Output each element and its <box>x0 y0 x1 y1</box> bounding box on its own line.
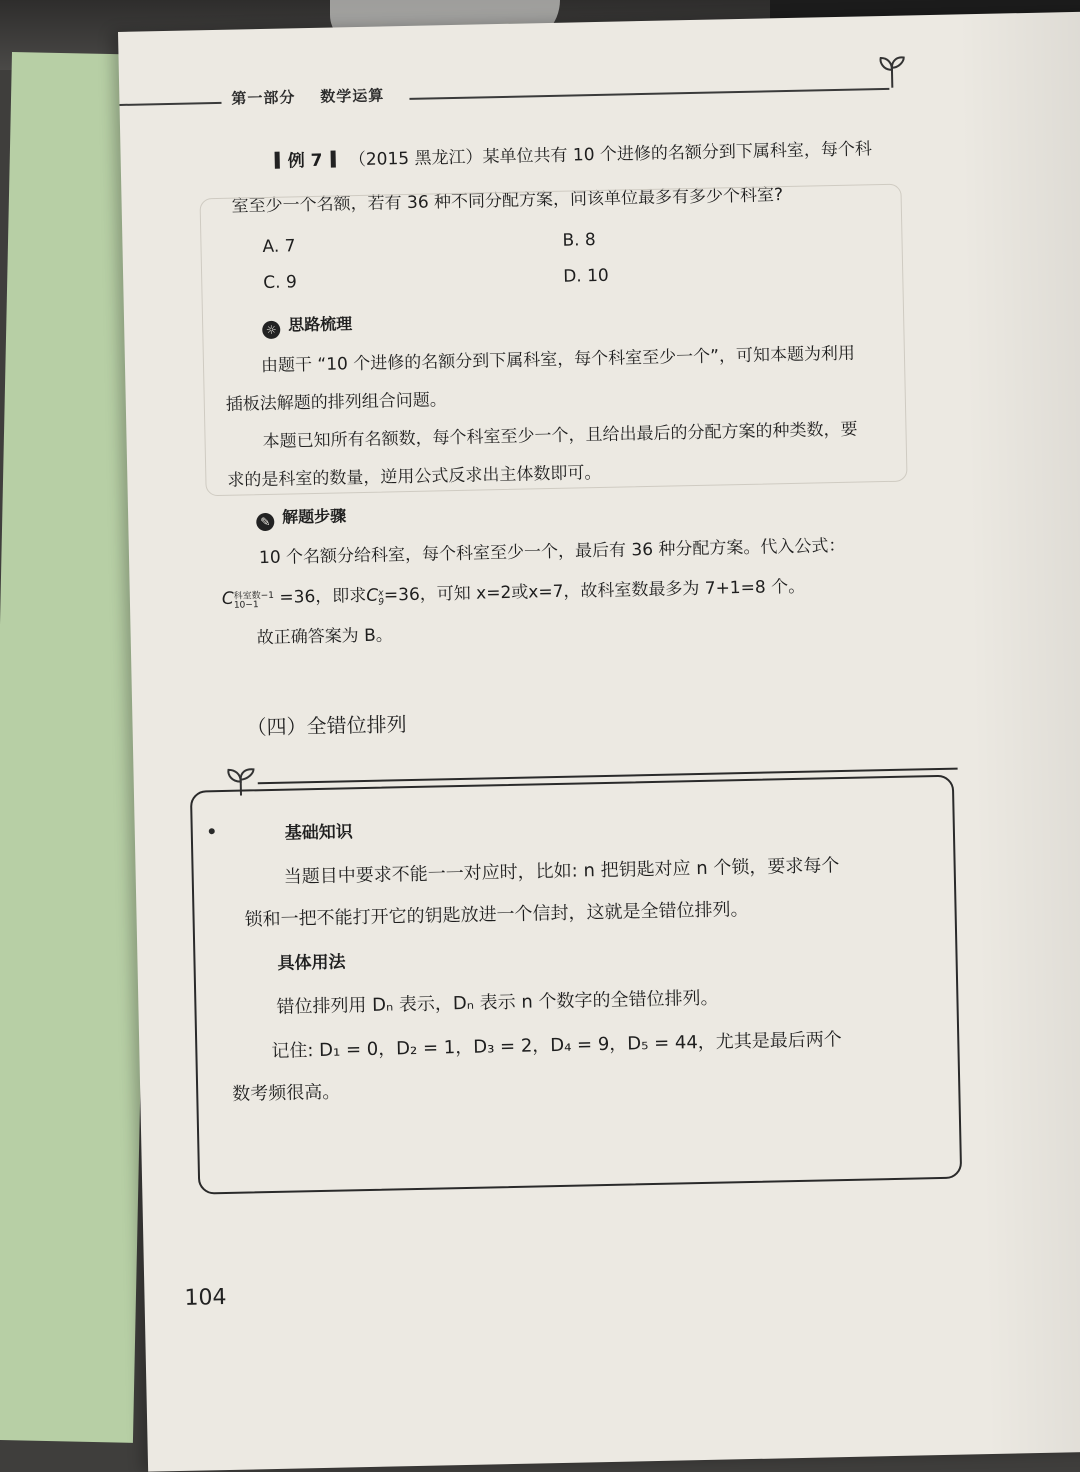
running-header <box>119 73 919 114</box>
combination-formula <box>222 588 280 609</box>
usage-heading: 具体用法 <box>277 952 346 974</box>
option-c: C. 9 <box>263 272 297 294</box>
header-part: 第一部分 <box>231 88 296 108</box>
basic-heading: 基础知识 <box>284 822 354 844</box>
section-title: （四）全错位排列 <box>246 712 407 740</box>
combination-superscript-2: x <box>378 588 384 599</box>
header-title <box>231 84 384 108</box>
label-bar-left <box>275 152 280 169</box>
header-chapter: 数学运算 <box>320 86 385 106</box>
option-b: B. 8 <box>562 230 596 251</box>
combination-symbol-2: C <box>366 585 379 606</box>
usage-line-1: 错位排列用 Dₙ 表示，Dₙ 表示 n 个数字的全错位排列。 <box>276 987 719 1018</box>
lightbulb-icon: ☼ <box>262 321 280 339</box>
book-page <box>118 11 1080 1472</box>
label-bar-right <box>330 150 335 167</box>
sprout-icon <box>877 53 908 88</box>
page-shadow <box>958 11 1080 1454</box>
option-d: D. 10 <box>563 265 609 287</box>
analysis-p1-line2: 插板法解题的排列组合问题。 <box>225 390 447 415</box>
combination-symbol: C <box>221 588 234 609</box>
analysis-heading <box>262 311 353 339</box>
basic-line-1: 当题目中要求不能一一对应时，比如: n 把钥匙对应 n 个锁，要求每个 <box>283 855 840 888</box>
question-line-2: 室至少一个名额，若有 36 种不同分配方案，问该单位最多有多少个科室? <box>231 185 784 217</box>
solution-answer: 故正确答案为 B。 <box>256 625 393 649</box>
basic-line-2: 锁和一把不能打开它的钥匙放进一个信封，这就是全错位排列。 <box>244 898 749 931</box>
analysis-title: 思路梳理 <box>287 314 353 335</box>
box-dot <box>209 828 215 834</box>
usage-line-2: 记住: D₁ = 0，D₂ = 1，D₃ = 2，D₄ = 9，D₅ = 44，尤其是最后两个 <box>271 1029 842 1063</box>
header-rule-left <box>120 102 222 106</box>
usage-line-3: 数考频很高。 <box>232 1081 341 1105</box>
analysis-p2-line1: 本题已知所有名额数，每个科室至少一个，且给出最后的分配方案的种类数，要 <box>262 419 858 453</box>
solution-heading <box>256 503 347 531</box>
combination-formula-2 <box>366 586 384 606</box>
option-a: A. 7 <box>262 236 296 258</box>
solution-eq-2: =36，可知 x=2或x=7，故科室数最多为 7+1=8 个。 <box>383 576 806 606</box>
solution-text-2: ，即求 <box>315 585 367 607</box>
combination-subscript: 10−1 <box>233 600 259 611</box>
analysis-p2-line2: 求的是科室的数量，逆用公式反求出主体数即可。 <box>227 462 602 491</box>
header-rule-right <box>409 88 889 100</box>
question-text-1: （2015 黑龙江）某单位共有 10 个进修的名额分到下属科室，每个科 <box>348 139 873 171</box>
solution-title: 解题步骤 <box>281 506 347 527</box>
combination-subscript-2: 9 <box>378 597 385 608</box>
question-label: 例 7 <box>287 150 323 172</box>
solution-line-1: 10 个名额分给科室，每个科室至少一个，最后有 36 种分配方案。代入公式： <box>258 535 846 569</box>
combination-superscript: 科室数−1 <box>233 590 275 602</box>
page-number: 104 <box>184 1285 227 1311</box>
analysis-p1-line1: 由题干 “10 个进修的名额分到下属科室，每个科室至少一个”，可知本题为利用 <box>260 343 856 377</box>
pen-icon: ✎ <box>256 513 274 531</box>
solution-line-2 <box>222 572 806 611</box>
question-line-1 <box>266 134 872 172</box>
solution-eq-1: =36 <box>279 586 316 608</box>
